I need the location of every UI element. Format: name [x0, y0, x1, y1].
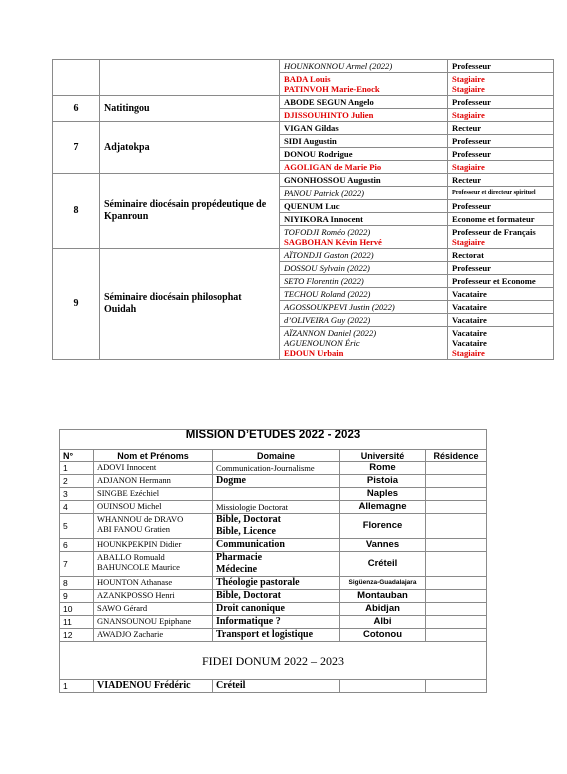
role: Vacataire	[452, 338, 487, 348]
role: Stagiaire	[452, 348, 485, 358]
mission-row	[60, 590, 487, 603]
person-name-cell	[280, 161, 448, 174]
row-number: 9	[53, 249, 100, 360]
person-name: NIYIKORA Innocent	[284, 214, 364, 224]
person-name: AÏZANNON Daniel (2022)	[284, 328, 377, 338]
mission-domaine	[213, 629, 340, 642]
mission-row	[60, 603, 487, 616]
role: Recteur	[452, 123, 482, 133]
mission-residence	[426, 552, 487, 577]
staff-row	[53, 122, 554, 135]
role-cell	[448, 96, 554, 109]
person-name: SAGBOHAN Kévin Hervé	[284, 237, 382, 247]
mission-universite: Abidjan	[340, 603, 426, 616]
person-name: ADJANON Hermann	[97, 475, 171, 485]
mission-residence	[426, 616, 487, 629]
domaine-text: Dogme	[216, 475, 246, 486]
role-cell	[448, 314, 554, 327]
mission-domaine	[213, 514, 340, 539]
role: Professeur	[452, 61, 491, 71]
mission-name	[94, 590, 213, 603]
role-cell	[448, 275, 554, 288]
person-name: TECHOU Roland (2022)	[284, 289, 371, 299]
role: Stagiaire	[452, 84, 485, 94]
role-cell	[448, 301, 554, 314]
person-name-cell	[280, 109, 448, 122]
header-num: N°	[60, 450, 94, 462]
mission-row	[60, 514, 487, 539]
mission-residence	[426, 603, 487, 616]
fidei-row	[60, 680, 487, 693]
person-name: SINGBE Ezéchiel	[97, 488, 160, 498]
person-name-cell	[280, 73, 448, 96]
role-cell	[448, 109, 554, 122]
mission-universite: Pistoia	[340, 475, 426, 488]
person-name: AÏTONDJI Gaston (2022)	[284, 250, 374, 260]
mission-num: 2	[60, 475, 94, 488]
person-name: AGUENOUNON Éric	[284, 338, 360, 348]
person-name: SETO Florentin (2022)	[284, 276, 364, 286]
role-cell	[448, 213, 554, 226]
domaine-text: Communication	[216, 539, 285, 550]
mission-num: 1	[60, 462, 94, 475]
person-name: AZANKPOSSO Henri	[97, 590, 175, 600]
role-cell	[448, 327, 554, 360]
mission-num: 12	[60, 629, 94, 642]
role: Stagiaire	[452, 74, 485, 84]
person-name: BADA Louis	[284, 74, 331, 84]
person-name: PANOU Patrick (2022)	[284, 188, 365, 198]
header-name: Nom et Prénoms	[94, 450, 213, 462]
fidei-num: 1	[60, 680, 94, 693]
fidei-domaine: Créteil	[213, 680, 340, 693]
role: Stagiaire	[452, 237, 485, 247]
place-name: Natitingou	[100, 96, 280, 122]
person-name: QUENUM Luc	[284, 201, 340, 211]
role-cell	[448, 73, 554, 96]
role-cell	[448, 262, 554, 275]
person-name: HOUNKPEKPIN Didier	[97, 539, 182, 549]
role: Professeur et Econome	[452, 276, 536, 286]
row-number	[53, 60, 100, 96]
mission-universite: Naples	[340, 488, 426, 501]
mission-num: 7	[60, 552, 94, 577]
person-name-cell	[280, 96, 448, 109]
fidei-title: FIDEI DONUM 2022 – 2023	[60, 642, 487, 680]
person-name: DOSSOU Sylvain (2022)	[284, 263, 370, 273]
role: Econome et formateur	[452, 214, 535, 224]
mission-universite: Montauban	[340, 590, 426, 603]
place-name: Séminaire diocésain propédeutique de Kpanroun	[100, 174, 280, 249]
mission-residence	[426, 488, 487, 501]
person-name: SIDI Augustin	[284, 136, 337, 146]
mission-residence	[426, 462, 487, 475]
person-name: AGOLIGAN de Marie Pio	[284, 162, 382, 172]
person-name: ADOVI Innocent	[97, 462, 157, 472]
mission-name	[94, 475, 213, 488]
mission-row	[60, 501, 487, 514]
fidei-residence	[426, 680, 487, 693]
mission-row	[60, 488, 487, 501]
mission-domaine	[213, 488, 340, 501]
fidei-universite	[340, 680, 426, 693]
person-name: VIGAN Gildas	[284, 123, 339, 133]
mission-domaine	[213, 590, 340, 603]
mission-name	[94, 577, 213, 590]
role: Vacataire	[452, 302, 487, 312]
mission-num: 11	[60, 616, 94, 629]
domaine-text: Transport et logistique	[216, 629, 314, 640]
mission-universite: Sigüenza-Guadalajara	[340, 577, 426, 590]
mission-table	[59, 429, 487, 693]
role: Professeur	[452, 149, 491, 159]
staff-row	[53, 96, 554, 109]
role-cell	[448, 135, 554, 148]
person-name-cell	[280, 135, 448, 148]
domaine-text: Bible, Doctorat	[216, 590, 281, 601]
person-name-cell	[280, 226, 448, 249]
person-name-cell	[280, 314, 448, 327]
mission-domaine	[213, 552, 340, 577]
role-cell	[448, 122, 554, 135]
person-name: DJISSOUHINTO Julien	[284, 110, 374, 120]
domaine-text: Bible, Doctorat	[216, 514, 281, 525]
mission-name	[94, 552, 213, 577]
staff-row	[53, 249, 554, 262]
person-name-cell	[280, 122, 448, 135]
person-name-cell	[280, 60, 448, 73]
mission-num: 3	[60, 488, 94, 501]
mission-row	[60, 539, 487, 552]
person-name: PATINVOH Marie-Enock	[284, 84, 380, 94]
fidei-title-row	[60, 642, 487, 680]
role: Professeur	[452, 263, 491, 273]
person-name-cell	[280, 200, 448, 213]
mission-domaine	[213, 603, 340, 616]
mission-name	[94, 616, 213, 629]
mission-universite: Vannes	[340, 539, 426, 552]
person-name: AWADJO Zacharie	[97, 629, 164, 639]
mission-name	[94, 603, 213, 616]
role: Vacataire	[452, 289, 487, 299]
mission-num: 5	[60, 514, 94, 539]
mission-num: 10	[60, 603, 94, 616]
person-name-cell	[280, 174, 448, 187]
mission-num: 9	[60, 590, 94, 603]
row-number: 7	[53, 122, 100, 174]
mission-universite: Créteil	[340, 552, 426, 577]
mission-domaine	[213, 616, 340, 629]
mission-domaine	[213, 501, 340, 514]
person-name-cell	[280, 262, 448, 275]
role: Professeur	[452, 97, 491, 107]
person-name: TOFODJI Roméo (2022)	[284, 227, 371, 237]
role: Stagiaire	[452, 162, 485, 172]
mission-residence	[426, 577, 487, 590]
role-cell	[448, 161, 554, 174]
mission-name	[94, 539, 213, 552]
role-cell	[448, 226, 554, 249]
mission-residence	[426, 629, 487, 642]
mission-row	[60, 616, 487, 629]
person-name-cell	[280, 249, 448, 262]
domaine-text: Droit canonique	[216, 603, 285, 614]
mission-name	[94, 629, 213, 642]
mission-name	[94, 514, 213, 539]
mission-title: MISSION D’ETUDES 2022 - 2023	[60, 430, 487, 450]
role-cell	[448, 60, 554, 73]
domaine-text: Communication-Journalisme	[216, 463, 315, 473]
role-cell	[448, 249, 554, 262]
person-name: BAHUNCOLE Maurice	[97, 562, 180, 572]
mission-domaine	[213, 462, 340, 475]
person-name: GNONHOSSOU Augustin	[284, 175, 381, 185]
place-name	[100, 60, 280, 96]
header-universite: Université	[340, 450, 426, 462]
role: Recteur	[452, 175, 482, 185]
mission-universite: Albi	[340, 616, 426, 629]
person-name-cell	[280, 213, 448, 226]
mission-residence	[426, 475, 487, 488]
mission-residence	[426, 590, 487, 603]
row-number: 8	[53, 174, 100, 249]
mission-universite: Allemagne	[340, 501, 426, 514]
mission-residence	[426, 539, 487, 552]
staff-row	[53, 174, 554, 187]
row-number: 6	[53, 96, 100, 122]
person-name: WHANNOU de DRAVO	[97, 514, 184, 524]
mission-header-row	[60, 450, 487, 462]
person-name: DONOU Rodrigue	[284, 149, 353, 159]
mission-row	[60, 552, 487, 577]
domaine-text: Pharmacie	[216, 552, 263, 563]
mission-residence	[426, 501, 487, 514]
fidei-name: VIADENOU Frédéric	[94, 680, 213, 693]
mission-domaine	[213, 577, 340, 590]
place-name: Adjatokpa	[100, 122, 280, 174]
role-cell	[448, 148, 554, 161]
mission-name	[94, 462, 213, 475]
person-name: ABI FANOU Gratien	[97, 524, 171, 534]
domaine-text: Bible, Licence	[216, 526, 276, 537]
person-name-cell	[280, 275, 448, 288]
person-name-cell	[280, 148, 448, 161]
mission-num: 8	[60, 577, 94, 590]
person-name-cell	[280, 187, 448, 200]
mission-row	[60, 629, 487, 642]
role: Stagiaire	[452, 110, 485, 120]
place-name: Séminaire diocésain philosophat Ouidah	[100, 249, 280, 360]
mission-row	[60, 475, 487, 488]
mission-name	[94, 488, 213, 501]
mission-universite: Florence	[340, 514, 426, 539]
person-name-cell	[280, 301, 448, 314]
mission-domaine	[213, 539, 340, 552]
person-name-cell	[280, 288, 448, 301]
role-cell	[448, 200, 554, 213]
person-name: ABALLO Romuald	[97, 552, 165, 562]
person-name: ABODE SEGUN Angelo	[284, 97, 374, 107]
role: Rectorat	[452, 250, 484, 260]
mission-num: 6	[60, 539, 94, 552]
header-domaine: Domaine	[213, 450, 340, 462]
role-cell	[448, 288, 554, 301]
mission-name	[94, 501, 213, 514]
mission-row	[60, 462, 487, 475]
role: Professeur de Français	[452, 227, 536, 237]
person-name: OUINSOU Michel	[97, 501, 162, 511]
role: Professeur	[452, 201, 491, 211]
domaine-text: Missiologie Doctorat	[216, 502, 289, 512]
role-cell	[448, 174, 554, 187]
person-name: SAWO Gérard	[97, 603, 148, 613]
role: Professeur	[452, 136, 491, 146]
mission-universite: Rome	[340, 462, 426, 475]
person-name: AGOSSOUKPEVI Justin (2022)	[284, 302, 395, 312]
domaine-text: Théologie pastorale	[216, 577, 300, 588]
role: Professeur et directeur spirituel	[452, 189, 536, 196]
person-name-cell	[280, 327, 448, 360]
domaine-text: Informatique ?	[216, 616, 281, 627]
mission-universite: Cotonou	[340, 629, 426, 642]
person-name: EDOUN Urbain	[284, 348, 344, 358]
mission-row	[60, 577, 487, 590]
mission-domaine	[213, 475, 340, 488]
mission-num: 4	[60, 501, 94, 514]
person-name: GNANSOUNOU Epiphane	[97, 616, 192, 626]
role-cell	[448, 187, 554, 200]
person-name: d’OLIVEIRA Guy (2022)	[284, 315, 371, 325]
header-residence: Résidence	[426, 450, 487, 462]
role: Vacataire	[452, 315, 487, 325]
person-name: HOUNTON Athanase	[97, 577, 173, 587]
staff-table	[52, 59, 554, 360]
role: Vacataire	[452, 328, 487, 338]
staff-row	[53, 60, 554, 73]
domaine-text: Médecine	[216, 564, 258, 575]
person-name: HOUNKONNOU Armel (2022)	[284, 61, 393, 71]
mission-residence	[426, 514, 487, 539]
